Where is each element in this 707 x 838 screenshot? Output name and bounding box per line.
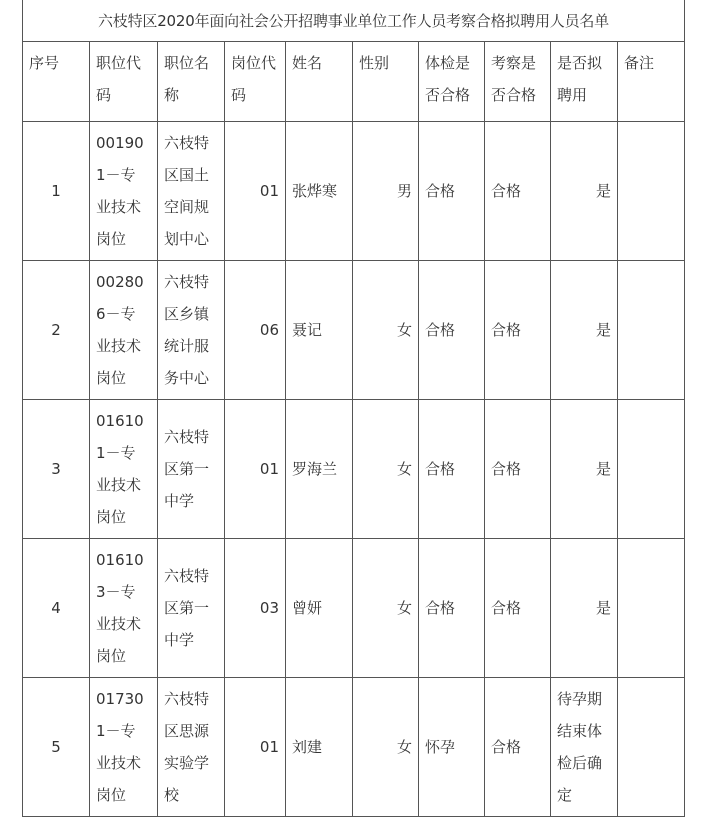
cell-review: 合格 <box>485 539 551 678</box>
cell-exam: 合格 <box>419 539 485 678</box>
cell-job-code: 01730 1－专 业技术 岗位 <box>90 678 158 817</box>
header-hire: 是否拟 聘用 <box>551 42 618 122</box>
cell-job-code: 00190 1－专 业技术 岗位 <box>90 122 158 261</box>
cell-note <box>618 539 685 678</box>
cell-review: 合格 <box>485 678 551 817</box>
cell-post-code: 01 <box>225 678 286 817</box>
cell-post-code: 01 <box>225 122 286 261</box>
cell-gender: 女 <box>353 678 419 817</box>
cell-review: 合格 <box>485 400 551 539</box>
title-row <box>23 0 685 42</box>
cell-name: 刘建 <box>286 678 353 817</box>
cell-name: 张烨寒 <box>286 122 353 261</box>
cell-hire: 待孕期 结束体 检后确 定 <box>551 678 618 817</box>
table-title: 六枝特区2020年面向社会公开招聘事业单位工作人员考察合格拟聘用人员名单 <box>23 0 685 42</box>
cell-exam: 合格 <box>419 122 485 261</box>
cell-post-code: 01 <box>225 400 286 539</box>
cell-no: 1 <box>23 122 90 261</box>
cell-job-name: 六枝特 区思源 实验学 校 <box>158 678 225 817</box>
header-exam: 体检是 否合格 <box>419 42 485 122</box>
cell-hire: 是 <box>551 261 618 400</box>
cell-name: 聂记 <box>286 261 353 400</box>
cell-name: 曾妍 <box>286 539 353 678</box>
table-row <box>23 678 685 817</box>
header-row <box>23 42 685 122</box>
candidate-table <box>22 0 685 817</box>
cell-job-name: 六枝特 区国土 空间规 划中心 <box>158 122 225 261</box>
cell-post-code: 03 <box>225 539 286 678</box>
header-no: 序号 <box>23 42 90 122</box>
header-gender: 性别 <box>353 42 419 122</box>
table-row <box>23 400 685 539</box>
header-name: 姓名 <box>286 42 353 122</box>
table-row <box>23 261 685 400</box>
cell-post-code: 06 <box>225 261 286 400</box>
cell-note <box>618 261 685 400</box>
header-post-code: 岗位代 码 <box>225 42 286 122</box>
cell-job-name: 六枝特 区乡镇 统计服 务中心 <box>158 261 225 400</box>
cell-gender: 女 <box>353 261 419 400</box>
cell-no: 2 <box>23 261 90 400</box>
cell-gender: 女 <box>353 400 419 539</box>
cell-job-code: 01610 3－专 业技术 岗位 <box>90 539 158 678</box>
cell-hire: 是 <box>551 122 618 261</box>
cell-exam: 怀孕 <box>419 678 485 817</box>
cell-name: 罗海兰 <box>286 400 353 539</box>
cell-no: 5 <box>23 678 90 817</box>
cell-exam: 合格 <box>419 261 485 400</box>
cell-job-code: 01610 1－专 业技术 岗位 <box>90 400 158 539</box>
cell-review: 合格 <box>485 122 551 261</box>
cell-no: 3 <box>23 400 90 539</box>
header-job-code: 职位代 码 <box>90 42 158 122</box>
header-review: 考察是 否合格 <box>485 42 551 122</box>
cell-hire: 是 <box>551 400 618 539</box>
table-row <box>23 122 685 261</box>
table-row <box>23 539 685 678</box>
cell-hire: 是 <box>551 539 618 678</box>
cell-job-name: 六枝特 区第一 中学 <box>158 539 225 678</box>
cell-note <box>618 122 685 261</box>
cell-note <box>618 678 685 817</box>
cell-gender: 男 <box>353 122 419 261</box>
header-job-name: 职位名 称 <box>158 42 225 122</box>
cell-review: 合格 <box>485 261 551 400</box>
cell-note <box>618 400 685 539</box>
cell-exam: 合格 <box>419 400 485 539</box>
cell-no: 4 <box>23 539 90 678</box>
cell-gender: 女 <box>353 539 419 678</box>
cell-job-name: 六枝特 区第一 中学 <box>158 400 225 539</box>
cell-job-code: 00280 6－专 业技术 岗位 <box>90 261 158 400</box>
header-note: 备注 <box>618 42 685 122</box>
